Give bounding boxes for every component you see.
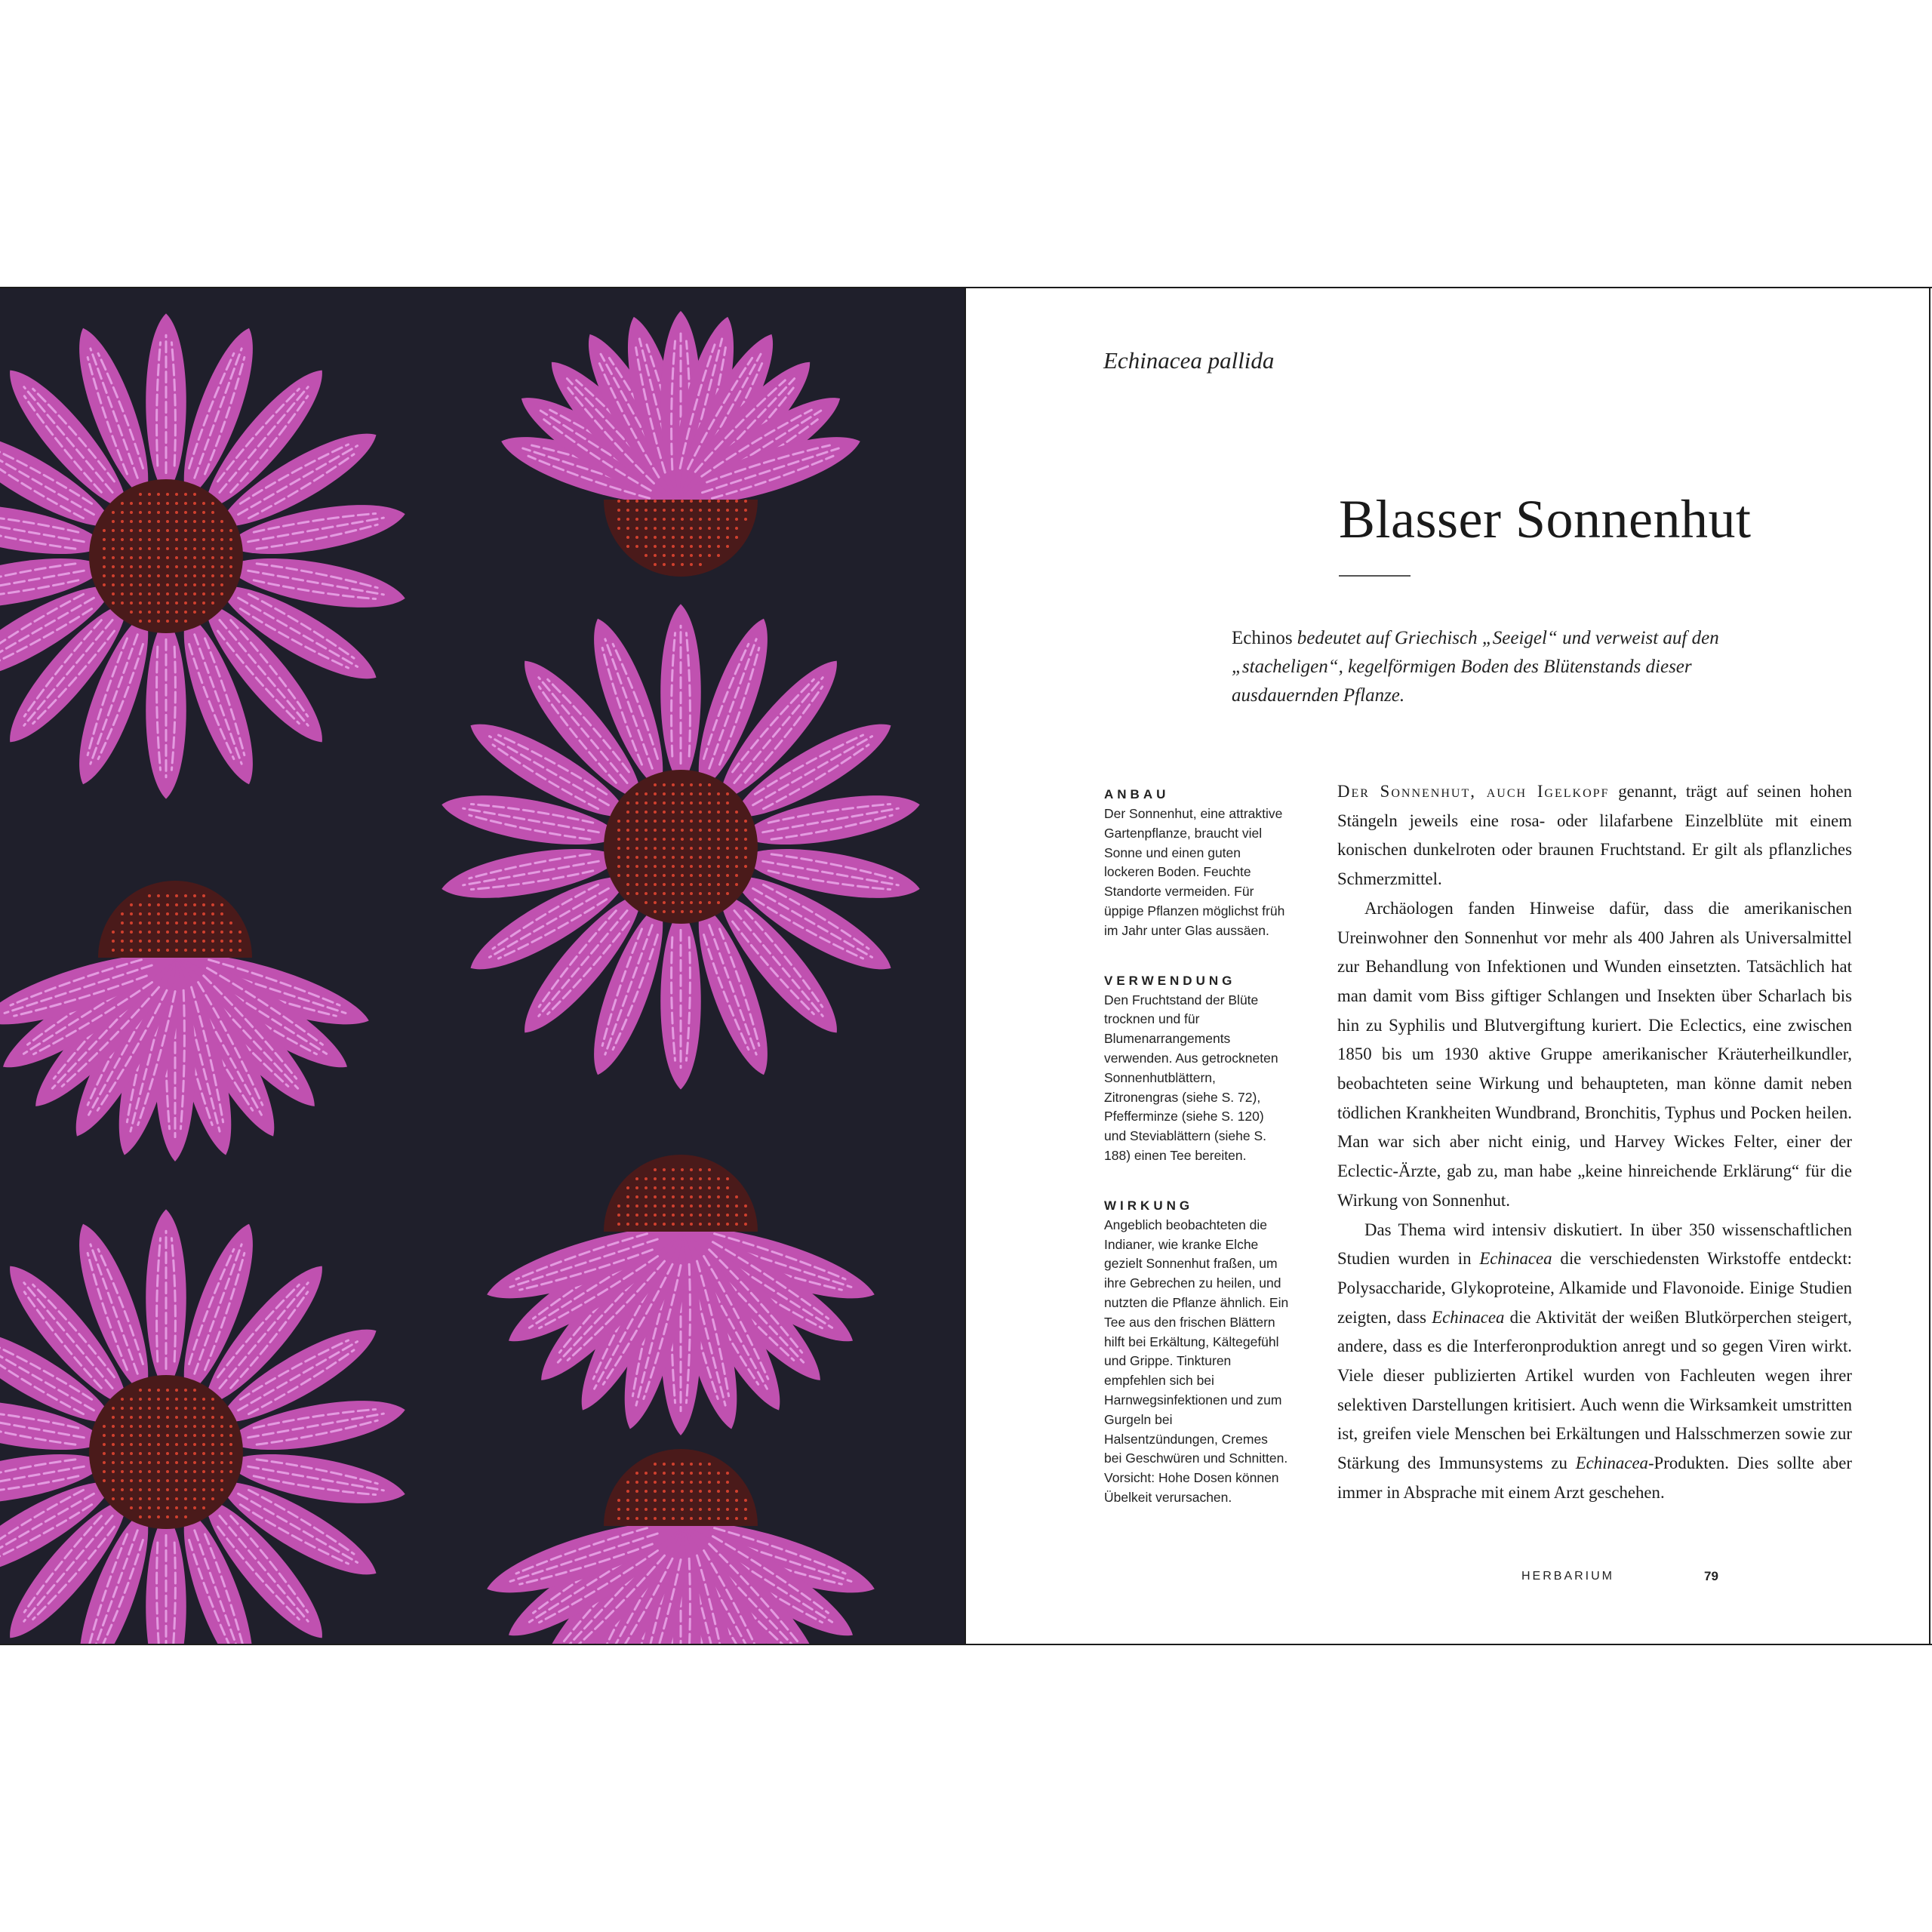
flower-front-middle-right xyxy=(438,604,924,1089)
genus-italic: Echinacea xyxy=(1575,1454,1648,1473)
sidebar-text: Der Sonnenhut, eine attraktive Gartenpflanze, braucht viel Sonne und einen guten lockeren Boden. Feuchte Standorte vermeiden. Für üppige Pflanzen möglichst früh im Jahr unter Glas aussäen. xyxy=(1104,806,1285,938)
flower-side-lower-right xyxy=(481,1155,881,1435)
body-paragraph-1 xyxy=(1337,777,1852,894)
flower-front-top-left xyxy=(0,313,408,798)
body-text-span: Das Thema wird intensiv diskutiert. In über 350 wissenschaftlichen Studien wurden in xyxy=(1337,1220,1852,1269)
intro-paragraph xyxy=(1232,624,1775,710)
flower-side-bottom-right xyxy=(481,1449,881,1644)
sidebar xyxy=(1104,785,1289,1538)
body-text-span: -Produkten. Dies sollte aber immer in Absprache mit einem Arzt geschehen. xyxy=(1337,1454,1852,1502)
text-page xyxy=(964,288,1930,1644)
sidebar-section-verwendung xyxy=(1104,971,1289,1166)
flower-front-bottom-left xyxy=(0,1209,408,1644)
sidebar-heading: VERWENDUNG xyxy=(1104,973,1236,988)
body-paragraph-2: Archäologen fanden Hinweise dafür, dass die amerikanischen Ureinwohner den Sonnenhut vor mehr als 400 Jahren als Universalmittel zur Behandlung von Infektionen und Wunden einsetzten. Tatsächlich hat man damit vom Biss giftiger Schlangen und Insekten über Scharlach bis hin zu Syphilis und Blutvergiftung kuriert. Die Eclectics, eine zwischen 1850 bis um 1930 aktive Gruppe amerikanischer Kräuterheilkundler, beobachteten seine Wirkung und behaupteten, man könne damit neben tödlichen Krankheiten Wundbrand, Bronchitis, Typhus und Pocken heilen. Man war sich aber nicht einig, und Harvey Wickes Felter, einer der Eclectic-Ärzte, gab zu, man habe „keine hinreichende Erklärung“ für die Wirkung von Sonnenhut. xyxy=(1337,898,1852,1210)
sidebar-section-wirkung xyxy=(1104,1196,1289,1508)
book-spread xyxy=(0,287,1932,1645)
illustration-page xyxy=(0,288,964,1644)
main-body-text xyxy=(1337,777,1852,1508)
genus-italic: Echinacea xyxy=(1432,1307,1505,1327)
sidebar-heading: ANBAU xyxy=(1104,787,1170,801)
body-text-span: die Aktivität der weißen Blutkörperchen steigert, andere, dass es die Interferonproduktion anregt und so gegen Viren wirkt. Viele dieser publizierten Artikel wurden von Fachleuten wegen ihrer selektiven Darstellungen kritisiert. Auch wenn die Wirksamkeit umstritten ist, greifen viele Menschen bei Erkältungen und Halsschmerzen sowie zur Stärkung des Immunsystems zu xyxy=(1337,1307,1852,1473)
title-divider xyxy=(1339,575,1411,577)
body-paragraph-3 xyxy=(1337,1216,1852,1508)
sidebar-section-anbau xyxy=(1104,785,1289,941)
page-title: Blasser Sonnenhut xyxy=(1339,489,1752,549)
flower-side-middle-left xyxy=(0,881,375,1161)
paragraph-lead-smallcaps: Der Sonnenhut, auch Igelkopf xyxy=(1337,782,1610,801)
genus-italic: Echinacea xyxy=(1479,1249,1552,1269)
body-text-span: die verschiedensten Wirkstoffe entdeckt: Polysaccharide, Glykoproteine, Alkamide und Flavonoide. Einige Studien zeigten, dass xyxy=(1337,1249,1852,1327)
intro-lead-word: Echinos xyxy=(1232,628,1293,648)
sidebar-text: Den Fruchtstand der Blüte trocknen und für Blumenarrangements verwenden. Aus getrockneten Sonnenhutblättern, Zitronengras (siehe S. 72), Pfefferminze (siehe S. 120) und Steviablättern (siehe S. 188) einen Tee bereiten. xyxy=(1104,992,1278,1163)
coneflower-pattern-illustration xyxy=(0,288,964,1644)
page-number: 79 xyxy=(1704,1569,1718,1583)
sidebar-heading: WIRKUNG xyxy=(1104,1198,1194,1213)
species-name: Echinacea pallida xyxy=(1103,347,1275,374)
body-text-span: genannt, trägt auf seinen hohen Stängeln jeweils eine rosa- oder lilafarbene Einzelblüte mit einem konischen dunkelroten oder braunen Fruchtstand. Er gilt als pflanzliches Schmerzmittel. xyxy=(1337,782,1852,889)
flower-side-top-right xyxy=(495,311,866,577)
running-footer: HERBARIUM xyxy=(1521,1570,1615,1583)
intro-text: bedeutet auf Griechisch „Seeigel“ und verweist auf den „stacheligen“, kegelförmigen Boden des Blütenstands dieser ausdauernden Pflanze. xyxy=(1232,628,1719,706)
sidebar-text: Angeblich beobachteten die Indianer, wie kranke Elche gezielt Sonnenhut fraßen, um ihre Gebrechen zu heilen, und nutzten die Pflanze ähnlich. Ein Tee aus den frischen Blättern hilft bei Erkältung, Kältegefühl und Grippe. Tinkturen empfehlen sich bei Harnwegsinfektionen und zum Gurgeln bei Halsentzündungen, Cremes bei Geschwüren und Schnitten. Vorsicht: Hohe Dosen können Übelkeit verursachen. xyxy=(1104,1217,1289,1505)
